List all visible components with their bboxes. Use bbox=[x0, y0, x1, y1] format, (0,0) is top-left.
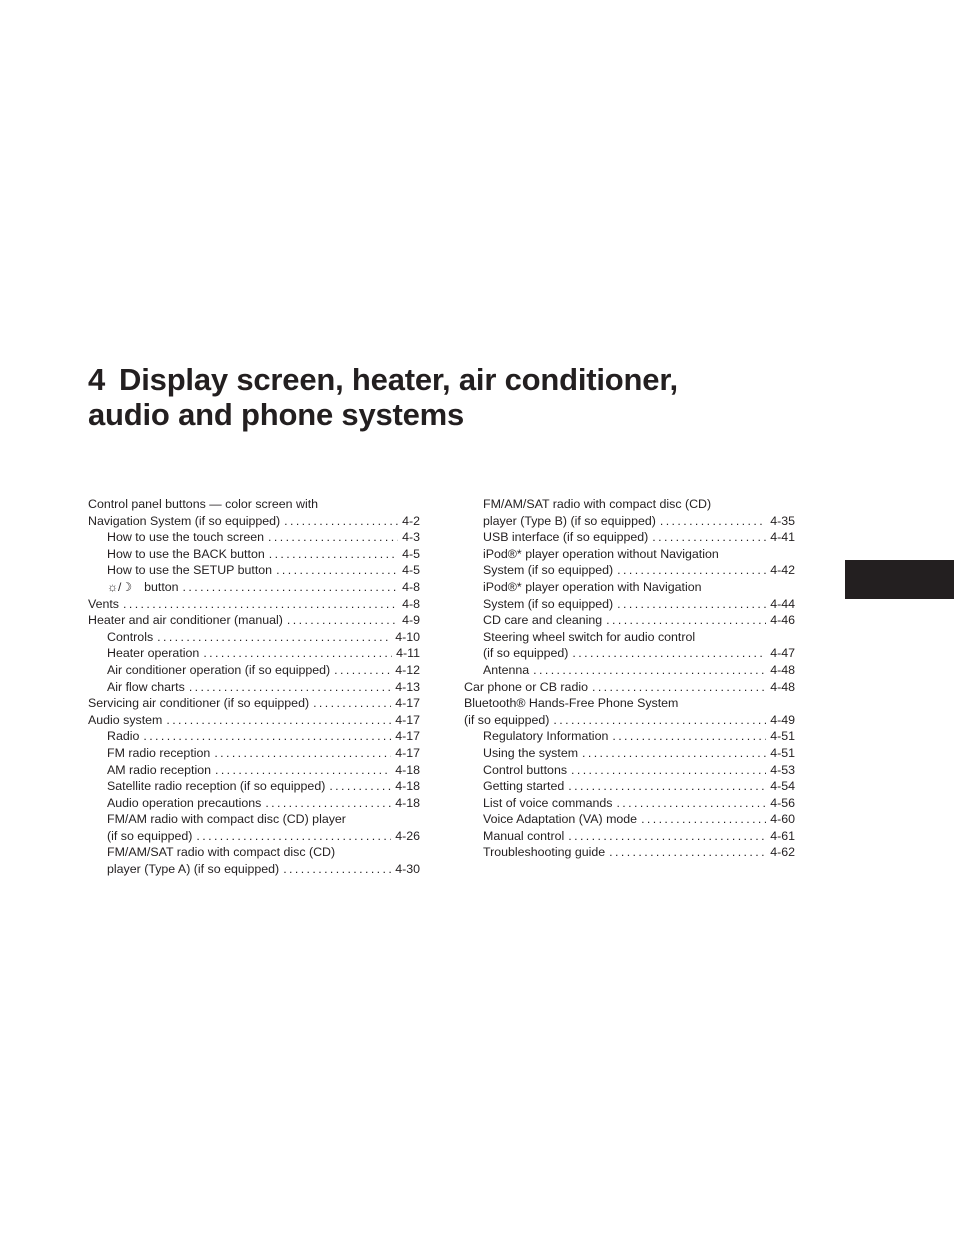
toc-entry-label: Antenna bbox=[483, 662, 530, 677]
dot-leader bbox=[143, 728, 391, 745]
page-number: 4-51 bbox=[770, 729, 795, 744]
toc-entry-row bbox=[107, 745, 420, 762]
toc-entry-label: List of voice commands bbox=[483, 795, 613, 810]
toc-entry-row bbox=[464, 679, 795, 696]
toc-entry-row bbox=[107, 546, 420, 563]
chapter-title-line-2: audio and phone systems bbox=[88, 397, 465, 432]
toc-entry-row bbox=[107, 662, 420, 679]
dot-leader bbox=[553, 712, 766, 729]
toc-entry-row bbox=[483, 762, 795, 779]
page-number: 4-60 bbox=[770, 812, 795, 827]
page-number: 4-61 bbox=[770, 828, 795, 843]
dot-leader bbox=[215, 762, 391, 779]
dot-leader bbox=[329, 778, 391, 795]
toc-entry-row bbox=[107, 728, 420, 745]
toc-entry[interactable] bbox=[88, 596, 420, 613]
chapter-number: 4 bbox=[88, 362, 106, 397]
toc-entry-text bbox=[483, 795, 612, 812]
toc-entry-text bbox=[483, 762, 567, 779]
toc-entry-label: Troubleshooting guide bbox=[483, 845, 606, 860]
toc-entry[interactable] bbox=[88, 745, 420, 762]
toc-entry[interactable] bbox=[88, 795, 420, 812]
toc-entry[interactable] bbox=[88, 762, 420, 779]
toc-entry-label: Controls bbox=[107, 629, 154, 644]
dot-leader bbox=[287, 612, 398, 629]
toc-entry-row bbox=[88, 513, 420, 530]
toc-entry-label: Heater and air conditioner (manual) bbox=[88, 613, 283, 628]
toc-entry[interactable] bbox=[464, 695, 795, 728]
page-number: 4-17 bbox=[395, 712, 420, 727]
toc-entry-label: Radio bbox=[107, 729, 140, 744]
page-number: 4-46 bbox=[770, 613, 795, 628]
dot-leader bbox=[269, 546, 398, 563]
toc-entry-label: How to use the SETUP button bbox=[107, 563, 273, 578]
dot-leader bbox=[203, 645, 392, 662]
page-number: 4-35 bbox=[770, 513, 795, 528]
toc-entry-text bbox=[107, 861, 279, 878]
page-number: 4-56 bbox=[770, 795, 795, 810]
toc-entry-label: Vents bbox=[88, 596, 120, 611]
toc-entry-text bbox=[107, 629, 153, 646]
page-number: 4-42 bbox=[770, 563, 795, 578]
toc-entry-row bbox=[483, 828, 795, 845]
toc-entry[interactable] bbox=[464, 546, 795, 579]
toc-entry-text bbox=[107, 645, 199, 662]
toc-entry-row bbox=[483, 562, 795, 579]
page-number: 4-17 bbox=[395, 745, 420, 760]
page-number: 4-62 bbox=[770, 845, 795, 860]
toc-entry-row bbox=[483, 645, 795, 662]
page-number: 4-48 bbox=[770, 679, 795, 694]
toc-entry-text bbox=[88, 712, 162, 729]
dot-leader bbox=[189, 679, 391, 696]
toc-entry[interactable] bbox=[88, 546, 420, 563]
toc-entry[interactable] bbox=[464, 529, 795, 546]
toc-entry-text bbox=[107, 745, 210, 762]
toc-entry[interactable] bbox=[88, 662, 420, 679]
toc-entry-label: Audio system bbox=[88, 712, 163, 727]
toc-entry-text bbox=[483, 728, 608, 745]
page-number: 4-8 bbox=[402, 579, 420, 594]
toc-entry-row bbox=[107, 828, 420, 845]
page-number: 4-3 bbox=[402, 530, 420, 545]
dot-leader bbox=[568, 828, 766, 845]
dot-leader bbox=[617, 596, 766, 613]
toc-entry-label: button bbox=[144, 579, 179, 594]
line1 bbox=[88, 362, 678, 397]
toc-entry-row bbox=[107, 861, 420, 878]
toc-entry-label: AM radio reception bbox=[107, 762, 211, 777]
toc-entry-label: How to use the touch screen bbox=[107, 530, 265, 545]
page-number: 4-18 bbox=[395, 762, 420, 777]
toc-entry-label: Heater operation bbox=[107, 646, 200, 661]
page-number: 4-11 bbox=[396, 646, 420, 661]
page-number: 4-51 bbox=[770, 745, 795, 760]
toc-entry-text bbox=[88, 596, 119, 613]
page-number: 4-30 bbox=[395, 862, 420, 877]
dot-leader bbox=[268, 529, 398, 546]
toc-entry[interactable] bbox=[464, 612, 795, 629]
toc-entry[interactable] bbox=[88, 695, 420, 712]
toc-entry-text bbox=[107, 662, 330, 679]
toc-entry-text: FM/AM/SAT radio with compact disc (CD) bbox=[483, 497, 712, 511]
dot-leader bbox=[592, 679, 766, 696]
toc-entry-label: Manual control bbox=[483, 828, 565, 843]
page-number: 4-9 bbox=[402, 613, 420, 628]
page-number: 4-48 bbox=[770, 662, 795, 677]
toc-entry-label: Servicing air conditioner (if so equipped) bbox=[88, 696, 310, 711]
toc-entry-text: iPod®* player operation with Navigation bbox=[483, 579, 702, 594]
page-number: 4-12 bbox=[395, 662, 420, 677]
toc-entry-row bbox=[483, 778, 795, 795]
dot-leader bbox=[313, 695, 391, 712]
toc-entry-row bbox=[107, 579, 420, 596]
dot-leader bbox=[166, 712, 391, 729]
toc-entry-text bbox=[107, 579, 179, 596]
toc-entry[interactable] bbox=[88, 645, 420, 662]
toc-entry[interactable] bbox=[464, 629, 795, 662]
toc-entry-text bbox=[483, 662, 529, 679]
toc-entry[interactable] bbox=[464, 662, 795, 679]
toc-entry-label: Getting started bbox=[483, 779, 565, 794]
toc-entry-label: Navigation System (if so equipped) bbox=[88, 513, 281, 528]
day-night-icon: ☼/☽ bbox=[107, 579, 133, 594]
toc-entry-text: Bluetooth® Hands-Free Phone System bbox=[464, 696, 679, 711]
toc-entry-text: Control panel buttons — color screen with bbox=[88, 497, 319, 511]
chapter-title-line-1: Display screen, heater, air conditioner, bbox=[119, 362, 678, 397]
dot-leader bbox=[157, 629, 391, 646]
toc-entry-row bbox=[107, 562, 420, 579]
dot-leader bbox=[609, 844, 766, 861]
toc-entry-row bbox=[483, 662, 795, 679]
toc-entry-text bbox=[107, 828, 192, 845]
toc-entry[interactable] bbox=[88, 529, 420, 546]
toc-entry-label: Using the system bbox=[483, 745, 579, 760]
toc-entry-text bbox=[464, 712, 549, 729]
toc-entry-label: player (Type A) (if so equipped) bbox=[107, 862, 280, 877]
toc-entry-text bbox=[107, 795, 261, 812]
toc-entry-label: CD care and cleaning bbox=[483, 613, 603, 628]
page-number: 4-49 bbox=[770, 712, 795, 727]
toc-entry[interactable] bbox=[88, 629, 420, 646]
toc-entry[interactable] bbox=[88, 811, 420, 844]
toc-entry[interactable] bbox=[464, 679, 795, 696]
toc-entry-row bbox=[483, 795, 795, 812]
toc-entry-row bbox=[464, 712, 795, 729]
toc-entry-text: FM/AM/SAT radio with compact disc (CD) bbox=[107, 845, 336, 860]
dot-leader bbox=[616, 795, 766, 812]
toc-entry-label: (if so equipped) bbox=[483, 646, 569, 661]
page-number: 4-5 bbox=[402, 563, 420, 578]
page-number: 4-44 bbox=[770, 596, 795, 611]
toc-entry-text: Steering wheel switch for audio control bbox=[483, 629, 696, 644]
chapter-thumb-tab bbox=[845, 560, 954, 599]
toc-entry[interactable] bbox=[464, 811, 795, 828]
page-number: 4-17 bbox=[395, 729, 420, 744]
dot-leader bbox=[334, 662, 391, 679]
dot-leader bbox=[123, 596, 398, 613]
toc-entry-row bbox=[88, 712, 420, 729]
page-number: 4-41 bbox=[770, 530, 795, 545]
toc-entry-text bbox=[107, 529, 264, 546]
toc-entry[interactable] bbox=[464, 579, 795, 612]
toc-entry-row bbox=[483, 529, 795, 546]
dot-leader bbox=[284, 513, 398, 530]
toc-entry-label: player (Type B) (if so equipped) bbox=[483, 513, 656, 528]
toc-entry-row bbox=[483, 844, 795, 861]
dot-leader bbox=[612, 728, 766, 745]
toc-entry[interactable] bbox=[464, 795, 795, 812]
toc-entry-label: Car phone or CB radio bbox=[464, 679, 588, 694]
toc-entry-label: How to use the BACK button bbox=[107, 546, 265, 561]
dot-leader bbox=[214, 745, 391, 762]
dot-leader bbox=[265, 795, 391, 812]
toc-right-column bbox=[464, 496, 795, 861]
toc-entry-row bbox=[88, 695, 420, 712]
toc-entry-label: System (if so equipped) bbox=[483, 596, 614, 611]
toc-entry-label: (if so equipped) bbox=[107, 828, 193, 843]
toc-entry-text bbox=[464, 679, 588, 696]
dot-leader bbox=[196, 828, 391, 845]
page-number: 4-26 bbox=[395, 828, 420, 843]
dot-leader bbox=[568, 778, 766, 795]
dot-leader bbox=[571, 762, 766, 779]
toc-entry[interactable] bbox=[88, 496, 420, 529]
toc-entry[interactable] bbox=[464, 496, 795, 529]
toc-entry-text bbox=[88, 612, 283, 629]
toc-entry-row bbox=[107, 645, 420, 662]
page-number: 4-8 bbox=[402, 596, 420, 611]
toc-entry-row bbox=[88, 612, 420, 629]
toc-left-column bbox=[88, 496, 420, 878]
toc-entry-text bbox=[483, 811, 637, 828]
toc-entry-text: iPod®* player operation without Navigation bbox=[483, 546, 719, 561]
toc-entry[interactable] bbox=[464, 844, 795, 861]
page-number: 4-5 bbox=[402, 546, 420, 561]
toc-entry[interactable] bbox=[464, 728, 795, 745]
dot-leader bbox=[582, 745, 766, 762]
toc-entry-label: (if so equipped) bbox=[464, 712, 550, 727]
toc-entry[interactable] bbox=[464, 762, 795, 779]
toc-entry[interactable] bbox=[88, 728, 420, 745]
toc-entry-row bbox=[107, 529, 420, 546]
page-number: 4-53 bbox=[770, 762, 795, 777]
page-number: 4-47 bbox=[770, 646, 795, 661]
page-number: 4-2 bbox=[402, 513, 420, 528]
toc-entry[interactable] bbox=[88, 844, 420, 877]
toc-entry-row bbox=[483, 811, 795, 828]
toc-entry-label: Control buttons bbox=[483, 762, 568, 777]
toc-entry-text bbox=[483, 529, 648, 546]
dot-leader bbox=[606, 612, 766, 629]
dot-leader bbox=[283, 861, 391, 878]
toc-entry-label: Audio operation precautions bbox=[107, 795, 262, 810]
toc-entry[interactable] bbox=[88, 612, 420, 629]
toc-entry-label: Regulatory Information bbox=[483, 729, 609, 744]
toc-entry-row bbox=[483, 612, 795, 629]
toc-entry[interactable] bbox=[88, 562, 420, 579]
toc-entry-text bbox=[107, 728, 139, 745]
toc-entry[interactable] bbox=[88, 679, 420, 696]
toc-entry[interactable] bbox=[88, 712, 420, 729]
page-number: 4-18 bbox=[395, 779, 420, 794]
toc-entry-row bbox=[483, 513, 795, 530]
toc-entry-label: Air conditioner operation (if so equipped) bbox=[107, 662, 331, 677]
toc-entry-text bbox=[107, 762, 211, 779]
dot-leader bbox=[652, 529, 766, 546]
toc-entry-row bbox=[483, 745, 795, 762]
toc-entry-text bbox=[107, 546, 265, 563]
page-number: 4-54 bbox=[770, 779, 795, 794]
toc-entry[interactable] bbox=[464, 828, 795, 845]
toc-entry[interactable] bbox=[88, 778, 420, 795]
toc-entry[interactable] bbox=[464, 745, 795, 762]
toc-entry-text bbox=[483, 562, 613, 579]
toc-entry-label: Voice Adaptation (VA) mode bbox=[483, 812, 638, 827]
page-number: 4-13 bbox=[395, 679, 420, 694]
toc-entry-text bbox=[483, 612, 602, 629]
toc-entry-text bbox=[483, 844, 605, 861]
toc-entry-text bbox=[483, 513, 656, 530]
toc-entry-label: USB interface (if so equipped) bbox=[483, 530, 649, 545]
toc-entry-text bbox=[107, 778, 325, 795]
dot-leader bbox=[276, 562, 398, 579]
toc-entry-row bbox=[107, 762, 420, 779]
toc-entry-label: FM radio reception bbox=[107, 745, 211, 760]
page-number: 4-18 bbox=[395, 795, 420, 810]
page-number: 4-10 bbox=[395, 629, 420, 644]
toc-entry-label: Satellite radio reception (if so equipped) bbox=[107, 779, 326, 794]
dot-leader bbox=[183, 579, 399, 596]
toc-entry-text bbox=[483, 828, 564, 845]
toc-entry-text bbox=[88, 513, 280, 530]
toc-entry-row bbox=[88, 596, 420, 613]
toc-entry-row bbox=[107, 679, 420, 696]
toc-entry-row bbox=[107, 795, 420, 812]
toc-entry-label: System (if so equipped) bbox=[483, 563, 614, 578]
dot-leader bbox=[660, 513, 766, 530]
toc-entry-row bbox=[483, 728, 795, 745]
toc-entry-row bbox=[107, 778, 420, 795]
toc-entry-text: FM/AM radio with compact disc (CD) player bbox=[107, 812, 346, 827]
toc-entry-text bbox=[107, 679, 185, 696]
toc-entry-row bbox=[483, 596, 795, 613]
toc-entry-text bbox=[107, 562, 272, 579]
toc-entry[interactable] bbox=[88, 579, 420, 596]
toc-entry-text bbox=[483, 645, 568, 662]
dot-leader bbox=[572, 645, 766, 662]
toc-entry-text bbox=[483, 745, 578, 762]
toc-entry-text bbox=[88, 695, 309, 712]
toc-entry-text bbox=[483, 596, 613, 613]
chapter-title bbox=[88, 362, 908, 432]
toc-entry-text bbox=[483, 778, 564, 795]
dot-leader bbox=[641, 811, 766, 828]
toc-entry-row bbox=[107, 629, 420, 646]
toc-entry[interactable] bbox=[464, 778, 795, 795]
page-number: 4-17 bbox=[395, 696, 420, 711]
toc-entry-label: Air flow charts bbox=[107, 679, 185, 694]
dot-leader bbox=[533, 662, 766, 679]
dot-leader bbox=[617, 562, 766, 579]
